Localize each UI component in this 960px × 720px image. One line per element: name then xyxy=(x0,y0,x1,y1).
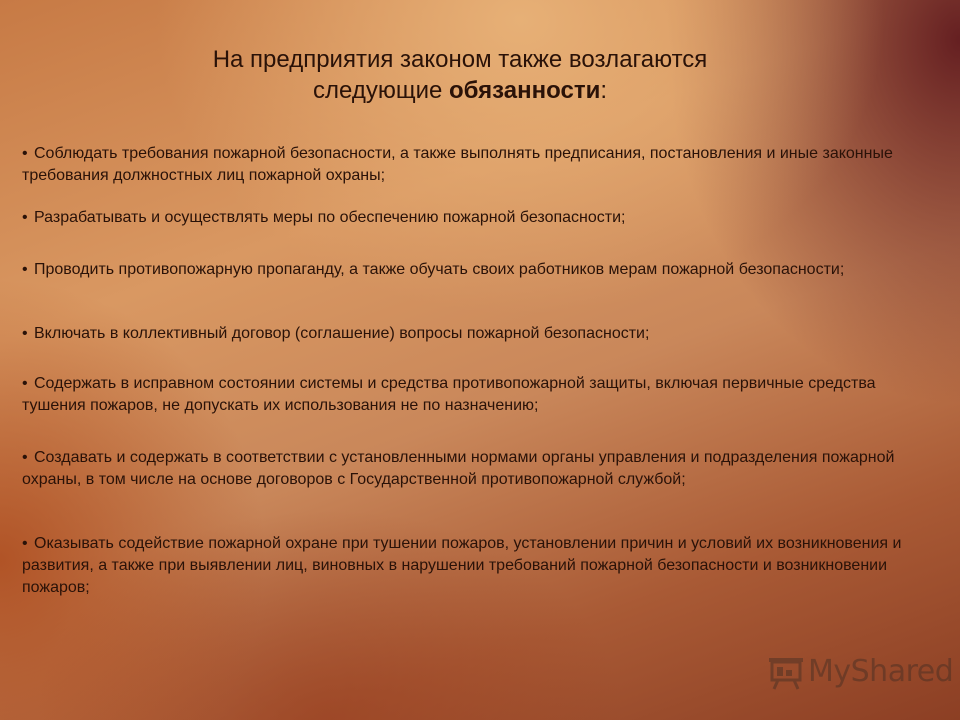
list-item-text: Проводить противопожарную пропаганду, а также обучать своих работников мерам пожарной безопасности; xyxy=(34,261,845,278)
watermark-text: MyShared xyxy=(808,654,954,689)
slide-title-line-1: На предприятия законом также возлагаются xyxy=(212,46,708,73)
bullet-icon: • xyxy=(22,535,28,552)
list-item-text: Соблюдать требования пожарной безопасности, а также выполнять предписания, постановления и иные законные требования должностных лиц пожарной охраны; xyxy=(22,145,893,184)
projector-screen-icon xyxy=(766,656,806,690)
slide-title-emphasis: обязанности xyxy=(449,77,601,104)
list-item xyxy=(22,207,927,229)
list-item-text: Оказывать содействие пожарной охране при тушении пожаров, установлении причин и условий их возникновения и развития, а также при выявлении лиц, виновных в нарушении требований пожарной безопасности и возникновении пожаров; xyxy=(22,535,902,596)
list-item xyxy=(22,447,927,513)
list-item xyxy=(22,323,927,345)
bullet-icon: • xyxy=(22,261,28,278)
bullet-icon: • xyxy=(22,325,28,342)
list-item-text: Создавать и содержать в соответствии с установленными нормами органы управления и подразделения пожарной охраны, в том числе на основе договоров с Государственной противопожарной службой; xyxy=(22,449,895,488)
list-item xyxy=(22,373,927,417)
list-item-text: Включать в коллективный договор (соглашение) вопросы пожарной безопасности; xyxy=(34,325,650,342)
bullet-icon: • xyxy=(22,375,28,392)
watermark-logo xyxy=(766,650,954,694)
slide-title xyxy=(0,44,920,106)
list-item-text: Разрабатывать и осуществлять меры по обеспечению пожарной безопасности; xyxy=(34,209,626,226)
slide-title-line-2 xyxy=(0,75,920,106)
bullet-icon: • xyxy=(22,145,28,162)
list-item xyxy=(22,259,927,303)
slide-title-suffix: : xyxy=(600,77,607,104)
duties-list xyxy=(22,143,927,619)
bullet-icon: • xyxy=(22,449,28,466)
list-item xyxy=(22,143,927,187)
bullet-icon: • xyxy=(22,209,28,226)
list-item xyxy=(22,533,927,599)
slide-title-prefix: следующие xyxy=(313,77,449,104)
list-item-text: Содержать в исправном состоянии системы и средства противопожарной защиты, включая первичные средства тушения пожаров, не допускать их использования не по назначению; xyxy=(22,375,876,414)
